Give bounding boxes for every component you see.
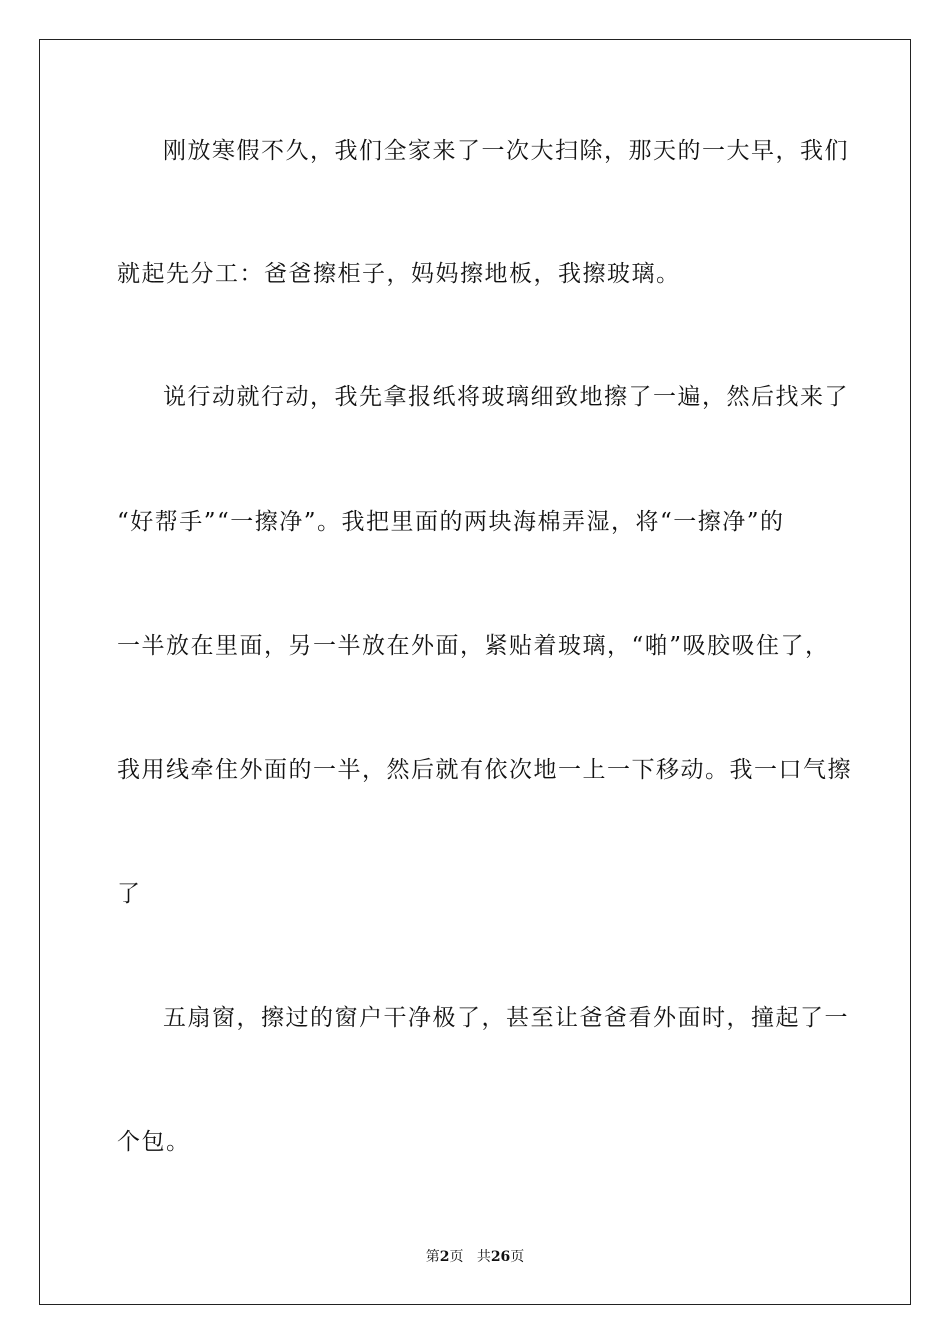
paragraph-1-line-1: 刚放寒假不久，我们全家来了一次大扫除，那天的一大早，我们 xyxy=(163,138,849,164)
total-prefix: 共 xyxy=(476,1249,491,1265)
page-prefix: 第 xyxy=(425,1249,440,1265)
page-number: 2 xyxy=(439,1249,450,1265)
page-suffix: 页 xyxy=(449,1249,464,1265)
page-footer xyxy=(0,1246,950,1266)
paragraph-2-line-5: 了 xyxy=(117,881,142,907)
paragraph-2-line-3: 一半放在里面，另一半放在外面，紧贴着玻璃，“啪”吸胶吸住了， xyxy=(117,633,830,659)
page-border xyxy=(39,39,911,1305)
paragraph-3-line-1: 五扇窗，擦过的窗户干净极了，甚至让爸爸看外面时，撞起了一 xyxy=(163,1005,849,1031)
paragraph-2-line-1: 说行动就行动，我先拿报纸将玻璃细致地擦了一遍，然后找来了 xyxy=(163,384,849,410)
total-pages: 26 xyxy=(490,1249,511,1265)
paragraph-2-line-4: 我用线牵住外面的一半，然后就有依次地一上一下移动。我一口气擦 xyxy=(117,757,852,783)
paragraph-2-line-2: “好帮手”“一擦净”。我把里面的两块海棉弄湿，将“一擦净”的 xyxy=(117,509,785,535)
paragraph-3-line-2: 个包。 xyxy=(117,1129,191,1155)
total-suffix: 页 xyxy=(510,1249,525,1265)
paragraph-1-line-2: 就起先分工：爸爸擦柜子，妈妈擦地板，我擦玻璃。 xyxy=(117,261,681,287)
